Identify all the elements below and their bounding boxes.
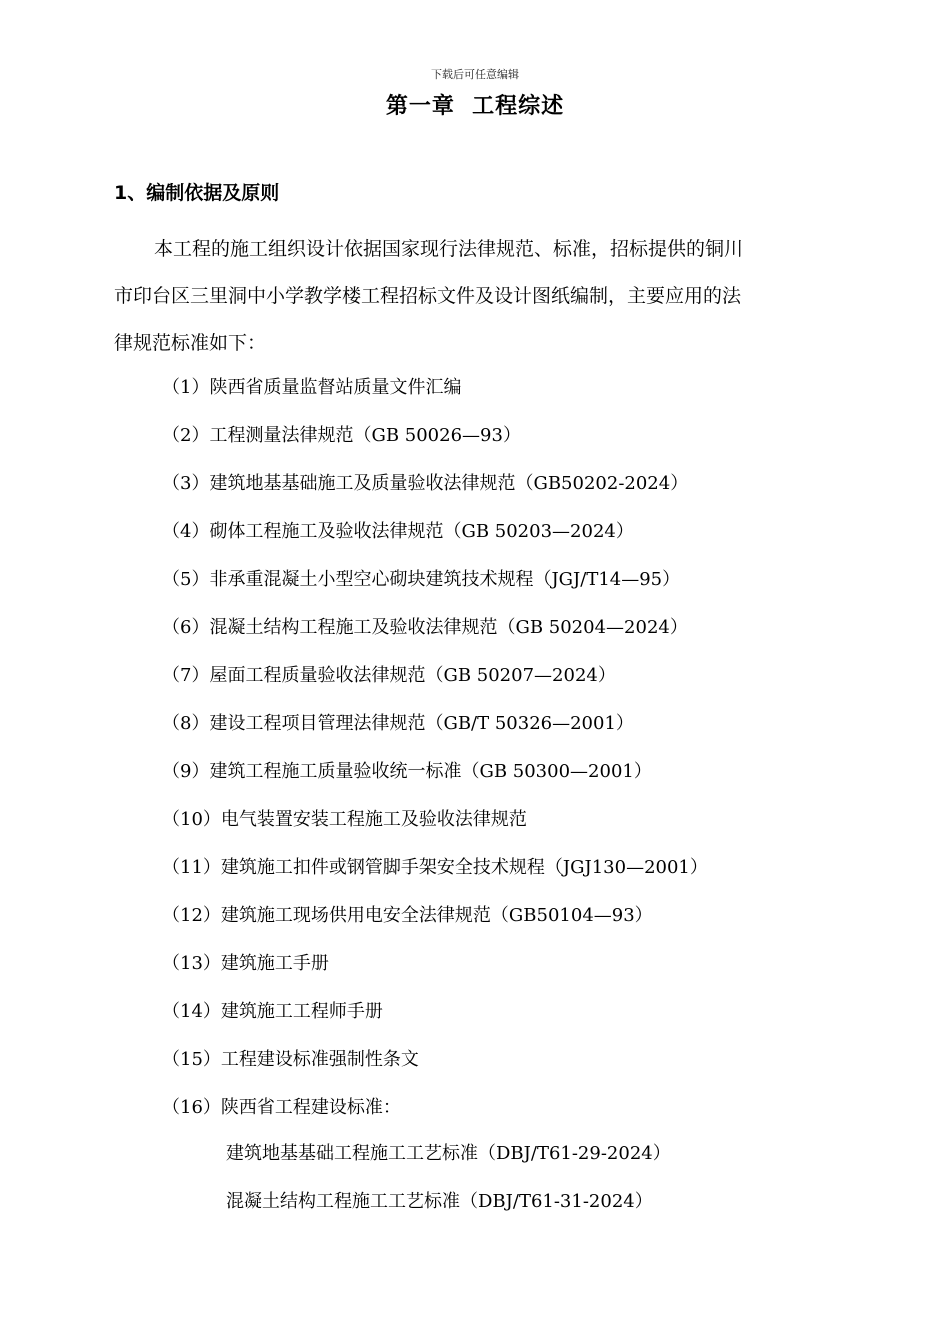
reference-item: （12）建筑施工现场供用电安全法律规范（GB50104—93）: [162, 905, 653, 926]
header-note: 下载后可任意编辑: [431, 68, 519, 81]
intro-line: 市印台区三里洞中小学教学楼工程招标文件及设计图纸编制，主要应用的法: [114, 285, 742, 307]
reference-item: （9）建筑工程施工质量验收统一标准（GB 50300—2001）: [162, 761, 652, 782]
reference-item: （14）建筑施工工程师手册: [162, 1001, 383, 1022]
section-heading: 1、编制依据及原则: [114, 182, 280, 204]
reference-item: （3）建筑地基基础施工及质量验收法律规范（GB50202-2024）: [162, 473, 689, 494]
sub-reference-item: 混凝土结构工程施工工艺标准（DBJ/T61-31-2024）: [226, 1191, 653, 1212]
intro-paragraph: [114, 226, 854, 367]
reference-list: [162, 364, 882, 1132]
reference-item: （11）建筑施工扣件或钢管脚手架安全技术规程（JGJ130—2001）: [162, 857, 708, 878]
reference-item: （8）建设工程项目管理法律规范（GB/T 50326—2001）: [162, 713, 634, 734]
reference-item: （1）陕西省质量监督站质量文件汇编: [162, 377, 462, 398]
reference-item: （4）砌体工程施工及验收法律规范（GB 50203—2024）: [162, 521, 634, 542]
reference-item: （13）建筑施工手册: [162, 953, 329, 974]
reference-item: （2）工程测量法律规范（GB 50026—93）: [162, 425, 521, 446]
sub-reference-item: 建筑地基基础工程施工工艺标准（DBJ/T61-29-2024）: [226, 1143, 671, 1164]
chapter-title: 第一章 工程综述: [385, 94, 565, 119]
reference-item: （7）屋面工程质量验收法律规范（GB 50207—2024）: [162, 665, 616, 686]
reference-item: （5）非承重混凝土小型空心砌块建筑技术规程（JGJ/T14—95）: [162, 569, 681, 590]
reference-item: （10）电气装置安装工程施工及验收法律规范: [162, 809, 527, 830]
reference-item: （15）工程建设标准强制性条文: [162, 1049, 419, 1070]
reference-item: （16）陕西省工程建设标准：: [162, 1097, 401, 1118]
reference-item: （6）混凝土结构工程施工及验收法律规范（GB 50204—2024）: [162, 617, 688, 638]
sub-reference-list: [226, 1130, 876, 1226]
intro-line: 律规范标准如下：: [114, 332, 267, 354]
intro-line: 本工程的施工组织设计依据国家现行法律规范、标准，招标提供的铜川: [154, 238, 744, 260]
